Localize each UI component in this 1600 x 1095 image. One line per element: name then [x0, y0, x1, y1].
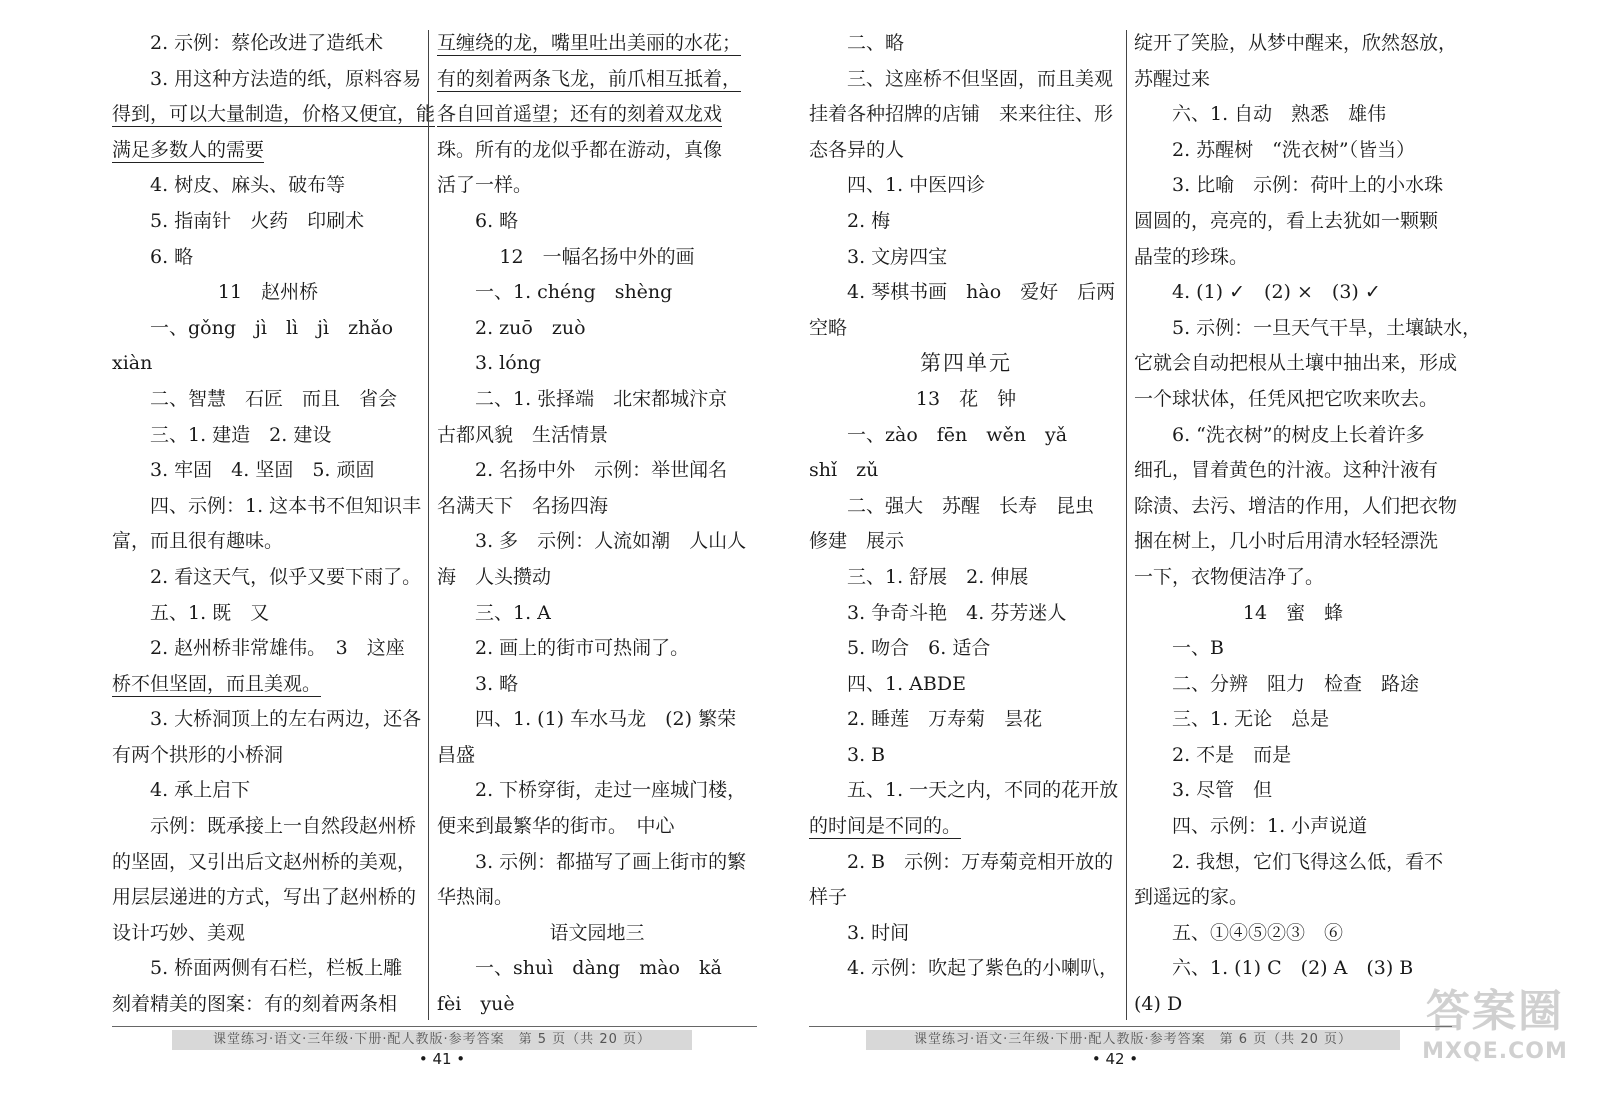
col3-line-12: 一、zào fēn wěn yǎ [847, 423, 1068, 446]
col2-line-4: 珠。所有的龙似乎都在游动，真像 [437, 138, 723, 161]
col4-line-25: 到遥远的家。 [1134, 886, 1249, 909]
col2-line-12: 古都风貌 生活情景 [437, 423, 609, 446]
col4-line-21: 2. 不是 而是 [1172, 743, 1292, 766]
col4-line-26: 五、①④⑤②③ ⑥ [1172, 921, 1344, 944]
col2-line-22: 2. 下桥穿街，走过一座城门楼， [475, 779, 747, 802]
col1-line-26: 设计巧妙、美观 [112, 921, 246, 944]
col1-line-2: 3. 用这种方法造的纸，原料容易 [150, 67, 422, 90]
col4-line-4: 2. 苏醒树 “洗衣树”（皆当） [1172, 138, 1416, 161]
col4-line-18: 一、B [1172, 637, 1224, 660]
col1-line-17: 五、1. 既 又 [150, 601, 270, 624]
col2-line-1: 互缠绕的龙，嘴里吐出美丽的水花； [437, 32, 742, 54]
col3-line-8: 4. 琴棋书画 hào 爱好 后两 [847, 281, 1116, 304]
col2-line-26: 语文园地三 [549, 921, 645, 944]
col4-line-11: 一个球状体，任凭风把它吹来吹去。 [1134, 387, 1439, 410]
col2-line-7: 12 一幅名扬中外的画 [499, 245, 695, 268]
col2-line-9: 2. zuō zuò [475, 316, 586, 339]
col4-line-23: 四、示例：1. 小声说道 [1172, 815, 1368, 838]
col4-line-20: 三、1. 无论 总是 [1172, 708, 1330, 731]
col1-line-9: 一、gǒng jì lì jì zhǎo [150, 316, 394, 339]
answer-column-2 [437, 26, 757, 1023]
col3-line-23: 的时间是不同的。 [809, 815, 962, 838]
watermark-url: MXQE.COM [1422, 1039, 1568, 1064]
col3-line-4: 态各异的人 [809, 138, 905, 161]
col4-line-5: 3. 比喻 示例：荷叶上的小水珠 [1172, 174, 1444, 197]
col2-line-15: 3. 多 示例：人流如潮 人山人 [475, 530, 747, 553]
col1-line-3: 得到，可以大量制造，价格又便宜，能 [112, 103, 436, 126]
col3-line-13: shǐ zǔ [809, 459, 879, 482]
col3-line-27: 4. 示例：吹起了紫色的小喇叭， [847, 957, 1119, 980]
col2-line-13: 2. 名扬中外 示例：举世闻名 [475, 459, 728, 482]
col1-line-5: 4. 树皮、麻头、破布等 [150, 174, 346, 197]
col1-line-19: 桥不但坚固，而且美观。 [112, 672, 322, 695]
col4-line-15: 捆在树上，几小时后用清水轻轻漂洗 [1134, 530, 1439, 553]
answer-column-4 [1134, 26, 1482, 1023]
col2-line-11: 二、1. 张择端 北宋都城汴京 [475, 387, 728, 410]
col4-line-13: 细孔，冒着黄色的汁液。这种汁液有 [1134, 459, 1439, 482]
col2-line-3: 各自回首遥望；还有的刻着双龙戏 [437, 103, 723, 126]
col2-line-6: 6. 略 [475, 209, 519, 232]
col1-line-4: 满足多数人的需要 [112, 138, 265, 161]
footer-rule-left [112, 1026, 757, 1027]
col1-line-25: 用层层递进的方式，写出了赵州桥的 [112, 886, 417, 909]
col1-line-14: 四、示例：1. 这本书不但知识丰 [150, 494, 422, 517]
col1-line-6: 5. 指南针 火药 印刷术 [150, 209, 365, 232]
col1-line-12: 三、1. 建造 2. 建设 [150, 423, 332, 446]
col3-line-25: 样子 [809, 886, 848, 909]
col2-line-19: 3. 略 [475, 672, 519, 695]
col2-line-17: 三、1. A [475, 601, 551, 624]
col4-line-22: 3. 尽管 但 [1172, 779, 1273, 802]
col2-line-16: 海 人头攒动 [437, 565, 552, 588]
col4-line-6: 圆圆的，亮亮的，看上去犹如一颗颗 [1134, 209, 1439, 232]
col1-line-21: 有两个拱形的小桥洞 [112, 743, 284, 766]
col3-line-1: 二、略 [847, 32, 905, 54]
col2-line-20: 四、1. (1) 车水马龙 (2) 繁荣 [475, 708, 737, 731]
col4-line-12: 6. “洗衣树”的树皮上长着许多 [1172, 423, 1425, 446]
col3-line-7: 3. 文房四宝 [847, 245, 948, 268]
col2-line-5: 活了一样。 [437, 174, 533, 197]
col4-line-19: 二、分辨 阻力 检查 路途 [1172, 672, 1420, 695]
col3-line-9: 空略 [809, 316, 848, 339]
col1-line-20: 3. 大桥洞顶上的左右两边，还各 [150, 708, 422, 731]
col3-line-3: 挂着各种招牌的店铺 来来往往、形 [809, 103, 1114, 126]
col4-line-1: 绽开了笑脸，从梦中醒来，欣然怒放， [1134, 32, 1458, 54]
col1-line-8: 11 赵州桥 [217, 281, 319, 304]
col1-line-24: 的坚固，又引出后文赵州桥的美观， [112, 850, 417, 873]
footer-banner-left: 课堂练习·语文·三年级·下册·配人教版·参考答案 第 5 页（共 20 页） [172, 1030, 692, 1050]
col4-line-7: 晶莹的珍珠。 [1134, 245, 1249, 268]
col4-line-24: 2. 我想，它们飞得这么低，看不 [1172, 850, 1444, 873]
col2-line-23: 便来到最繁华的街市。 中心 [437, 815, 675, 838]
col2-line-24: 3. 示例：都描写了画上街市的繁 [475, 850, 747, 873]
col1-line-16: 2. 看这天气，似乎又要下雨了。 [150, 565, 422, 588]
watermark-logo: 答案圈 [1426, 986, 1564, 1037]
col3-line-6: 2. 梅 [847, 209, 891, 232]
col4-line-27: 六、1. (1) C (2) A (3) B [1172, 957, 1414, 980]
col1-line-22: 4. 承上启下 [150, 779, 251, 802]
col1-line-23: 示例：既承接上一自然段赵州桥 [150, 815, 417, 838]
col3-line-5: 四、1. 中医四诊 [847, 174, 986, 197]
col3-line-2: 三、这座桥不但坚固，而且美观 [847, 67, 1114, 90]
col3-line-21: 3. B [847, 743, 886, 766]
col2-line-18: 2. 画上的街市可热闹了。 [475, 637, 690, 660]
page-number-left: • 41 • [418, 1050, 466, 1068]
col4-line-16: 一下，衣物便洁净了。 [1134, 565, 1325, 588]
col3-line-20: 2. 睡莲 万寿菊 昙花 [847, 708, 1043, 731]
col2-line-14: 名满天下 名扬四海 [437, 494, 609, 517]
col3-line-17: 3. 争奇斗艳 4. 芬芳迷人 [847, 601, 1067, 624]
col4-line-17: 14 蜜 蜂 [1242, 601, 1344, 624]
col3-line-22: 五、1. 一天之内，不同的花开放 [847, 779, 1119, 802]
col1-line-27: 5. 桥面两侧有石栏，栏板上雕 [150, 957, 403, 980]
col1-line-10: xiàn [112, 352, 153, 375]
col4-line-3: 六、1. 自动 熟悉 雄伟 [1172, 103, 1387, 126]
col3-line-19: 四、1. ABDE [847, 672, 966, 695]
col1-line-18: 2. 赵州桥非常雄伟。 3 这座 [150, 637, 405, 660]
col4-line-10: 它就会自动把根从土壤中抽出来，形成 [1134, 352, 1458, 375]
answer-column-3 [809, 26, 1123, 987]
col1-line-11: 二、智慧 石匠 而且 省会 [150, 387, 398, 410]
col1-line-28: 刻着精美的图案：有的刻着两条相 [112, 993, 398, 1016]
col3-line-15: 修建 展示 [809, 530, 905, 553]
col2-line-8: 一、1. chéng shèng [475, 281, 673, 304]
col3-line-26: 3. 时间 [847, 921, 910, 944]
col1-line-1: 2. 示例：蔡伦改进了造纸术 [150, 32, 384, 54]
col2-line-21: 昌盛 [437, 743, 476, 766]
answer-column-1 [112, 26, 436, 1023]
col4-line-28: (4) D [1134, 993, 1183, 1016]
column-divider-left [428, 30, 429, 1020]
col1-line-13: 3. 牢固 4. 坚固 5. 顽固 [150, 459, 375, 482]
col3-line-11: 13 花 钟 [915, 387, 1017, 410]
col2-line-28: fèi yuè [437, 993, 515, 1016]
col2-line-10: 3. lóng [475, 352, 542, 375]
col3-line-10: 第四单元 [920, 351, 1012, 376]
col4-line-8: 4. (1) ✓ (2) × (3) ✓ [1172, 281, 1381, 304]
col3-line-16: 三、1. 舒展 2. 伸展 [847, 565, 1029, 588]
page-number-right: • 42 • [1091, 1050, 1139, 1068]
col3-line-14: 二、强大 苏醒 长寿 昆虫 [847, 494, 1095, 517]
col2-line-27: 一、shuì dàng mào kǎ [475, 957, 722, 980]
col3-line-18: 5. 吻合 6. 适合 [847, 637, 991, 660]
col2-line-2: 有的刻着两条飞龙，前爪相互抵着， [437, 67, 742, 90]
col1-line-7: 6. 略 [150, 245, 194, 268]
col3-line-24: 2. B 示例：万寿菊竞相开放的 [847, 850, 1114, 873]
column-divider-right [1126, 30, 1127, 1020]
footer-rule-right [809, 1026, 1452, 1027]
col4-line-14: 除渍、去污、增洁的作用，人们把衣物 [1134, 494, 1458, 517]
col2-line-25: 华热闹。 [437, 886, 514, 909]
col4-line-9: 5. 示例：一旦天气干旱，土壤缺水， [1172, 316, 1482, 339]
watermark [1400, 975, 1590, 1085]
col4-line-2: 苏醒过来 [1134, 67, 1211, 90]
footer-banner-right: 课堂练习·语文·三年级·下册·配人教版·参考答案 第 6 页（共 20 页） [866, 1030, 1400, 1050]
col1-line-15: 富，而且很有趣味。 [112, 530, 284, 553]
